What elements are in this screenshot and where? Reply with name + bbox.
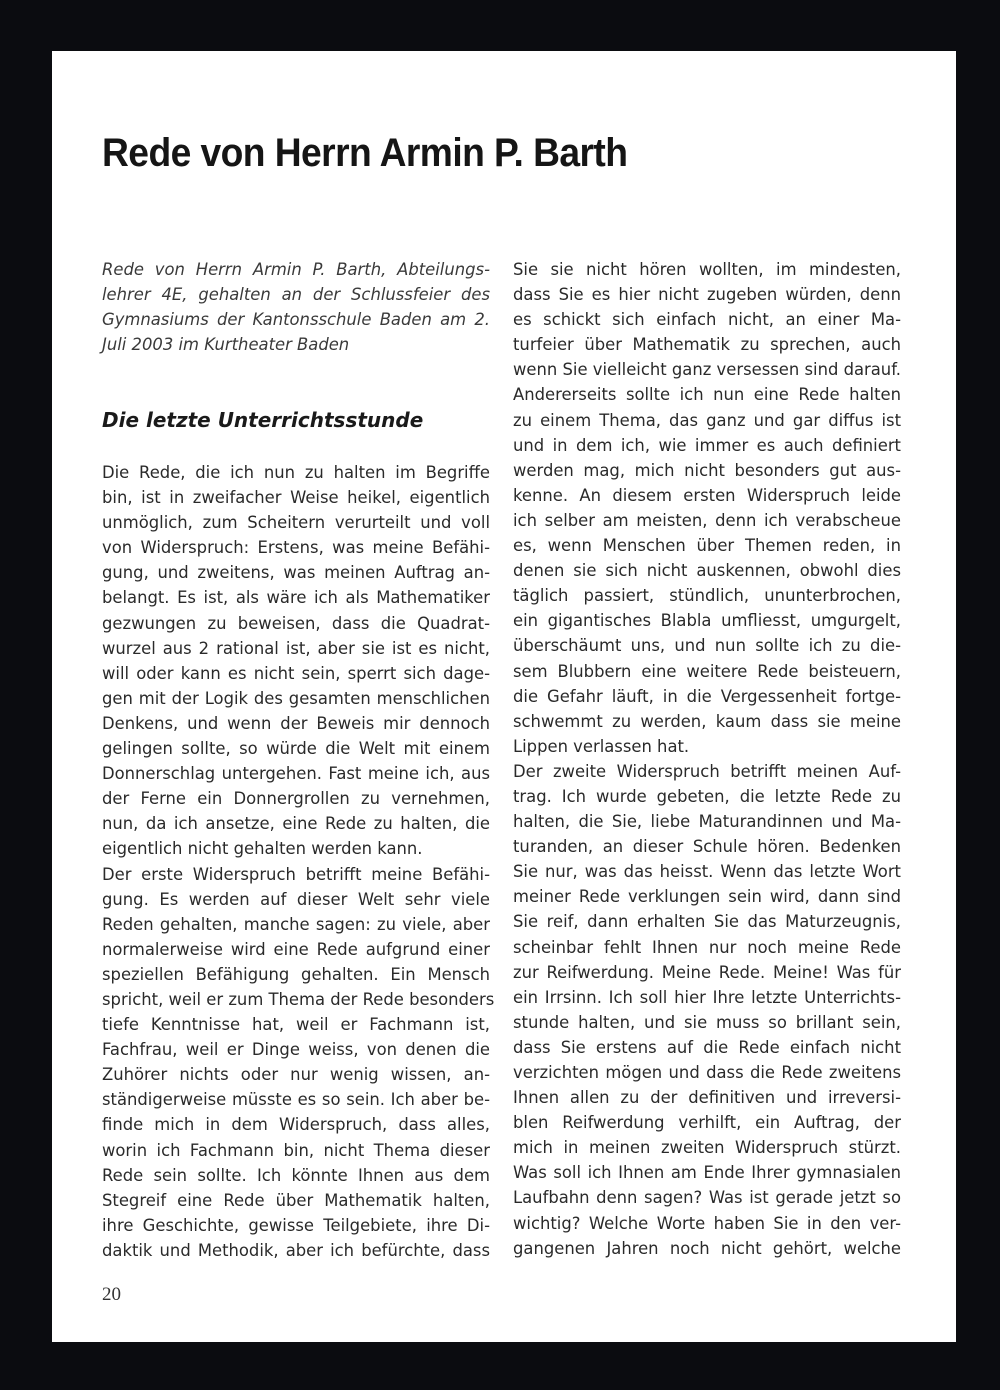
text-line: ein gigantisches Blabla umfliesst, umgurgelt,	[513, 611, 901, 631]
text-line: überschäumt uns, und nun sollte ich zu die-	[513, 636, 901, 656]
text-line: es, wenn Menschen über Themen reden, in	[513, 536, 901, 556]
page-number: 20	[102, 1284, 121, 1305]
text-line: Denkens, und wenn der Beweis mir dennoch	[102, 713, 490, 733]
text-line: ständigerweise müsste es so sein. Ich aber be-	[102, 1090, 490, 1110]
text-line: Lippen verlassen hat.	[513, 736, 690, 756]
text-line: Donnerschlag untergehen. Fast meine ich, aus	[102, 764, 490, 784]
text-line: worin ich Fachmann bin, nicht Thema dieser	[102, 1140, 490, 1160]
text-line: gung, und zweitens, was meinen Auftrag an-	[102, 563, 490, 583]
text-line: wichtig? Welche Worte haben Sie in den ver-	[513, 1213, 901, 1233]
text-line: kenne. An diesem ersten Widerspruch leide	[513, 485, 901, 505]
page-title: Rede von Herrn Armin P. Barth	[102, 131, 628, 175]
text-line: belangt. Es ist, als wäre ich als Mathematiker	[102, 588, 490, 608]
intro-line: Juli 2003 im Kurtheater Baden	[102, 335, 350, 355]
text-line: gangenen Jahren noch nicht gehört, welche	[513, 1238, 901, 1258]
text-line: turanden, an dieser Schule hören. Bedenken	[513, 837, 901, 857]
text-line: es schickt sich einfach nicht, an einer Ma-	[513, 310, 901, 330]
text-line: halten, die Sie, liebe Maturandinnen und Ma-	[513, 812, 901, 832]
text-line: turfeier über Mathematik zu sprechen, auch	[513, 335, 901, 355]
intro-line: lehrer 4E, gehalten an der Schlussfeier des	[102, 285, 490, 305]
text-line: spricht, weil er zum Thema der Rede besonders	[102, 989, 495, 1009]
text-line: gelingen sollte, so würde die Welt mit einem	[102, 739, 490, 759]
text-line: gung. Es werden auf dieser Welt sehr viele	[102, 889, 490, 909]
text-line: die Gefahr läuft, in die Vergessenheit fortge-	[513, 686, 901, 706]
text-line: unmöglich, zum Scheitern verurteilt und voll	[102, 513, 490, 533]
section-heading: Die letzte Unterrichtsstunde	[102, 408, 424, 432]
text-line: ein Irrsinn. Ich soll hier Ihre letzte Unterrichts-	[513, 987, 901, 1007]
text-line: Die Rede, die ich nun zu halten im Begriffe	[102, 463, 490, 482]
text-line: mich in meinen zweiten Widerspruch stürzt.	[513, 1138, 901, 1158]
text-line: der Ferne ein Donnergrollen zu vernehmen,	[102, 789, 490, 809]
text-line: Sie nur, was das heisst. Wenn das letzte Wort	[513, 862, 901, 882]
document-page	[52, 51, 956, 1342]
section-heading-wrap	[102, 408, 423, 432]
text-line: Sie reif, dann erhalten Sie das Maturzeugnis,	[513, 912, 901, 932]
text-line: Zuhörer nichts oder nur wenig wissen, an-	[102, 1065, 490, 1085]
text-line: finde mich in dem Widerspruch, dass alles,	[102, 1115, 490, 1135]
text-line: von Widerspruch: Erstens, was meine Befähi-	[102, 538, 490, 558]
text-line: Andererseits sollte ich nun eine Rede halten	[513, 385, 901, 405]
text-line: Laufbahn denn sagen? Was ist gerade jetzt so	[513, 1188, 901, 1208]
text-line: daktik und Methodik, aber ich befürchte, dass	[102, 1240, 490, 1260]
text-line: dass Sie es hier nicht zugeben würden, denn	[513, 285, 901, 305]
intro-line: Gymnasiums der Kantonsschule Baden am 2.	[102, 310, 490, 330]
text-line: trag. Ich wurde gebeten, die letzte Rede zu	[513, 786, 901, 806]
text-line: schwemmt zu werden, kaum dass sie meine	[513, 711, 901, 731]
text-line: sem Blubbern eine weitere Rede beisteuern,	[513, 661, 901, 681]
text-line: Der zweite Widerspruch betrifft meinen Auf-	[513, 761, 901, 781]
left-column-body	[102, 460, 495, 1263]
text-line: gen mit der Logik des gesamten menschlichen	[102, 688, 490, 708]
text-line: Reden gehalten, manche sagen: zu viele, aber	[102, 914, 490, 934]
text-line: zur Reifwerdung. Meine Rede. Meine! Was für	[513, 962, 901, 982]
text-line: Sie sie nicht hören wollten, im mindesten,	[513, 260, 901, 279]
text-line: tiefe Kenntnisse hat, weil er Fachmann ist,	[102, 1015, 490, 1035]
text-line: Fachfrau, weil er Dinge weiss, von denen die	[102, 1040, 490, 1060]
text-line: will oder kann es nicht sein, sperrt sich dage-	[102, 663, 490, 683]
intro-line: Rede von Herrn Armin P. Barth, Abteilungs-	[102, 260, 490, 279]
text-line: täglich passiert, stündlich, ununterbrochen,	[513, 586, 901, 606]
text-line: Was soll ich Ihnen am Ende Ihrer gymnasialen	[513, 1163, 901, 1183]
text-line: dass Sie erstens auf die Rede einfach nicht	[513, 1037, 901, 1057]
text-line: werden mag, mich nicht besonders gut aus-	[513, 460, 901, 480]
text-line: Ihnen allen zu der definitiven und irreversi-	[513, 1088, 901, 1108]
text-line: eigentlich nicht gehalten werden kann.	[102, 839, 423, 859]
text-line: gezwungen zu beweisen, dass die Quadrat-	[102, 613, 490, 633]
text-line: zu einem Thema, das ganz und gar diffus ist	[513, 410, 901, 430]
text-line: wenn Sie vielleicht ganz versessen sind darauf.	[513, 360, 901, 380]
text-line: blen Reifwerdung verhilft, ein Auftrag, der	[513, 1113, 901, 1133]
text-line: denen sie sich nicht auskennen, obwohl dies	[513, 561, 901, 581]
text-line: verzichten mögen und dass die Rede zweitens	[513, 1063, 901, 1082]
intro-paragraph	[102, 257, 490, 357]
text-line: stunde halten, und sie muss so brillant sein,	[513, 1012, 901, 1032]
text-line: speziellen Befähigung gehalten. Ein Mensch	[102, 964, 490, 984]
text-line: wurzel aus 2 rational ist, aber sie ist es nicht,	[102, 638, 490, 658]
text-line: ich selber am meisten, denn ich verabscheue	[513, 510, 901, 530]
text-line: nun, da ich ansetze, eine Rede zu halten, die	[102, 814, 490, 834]
text-line: normalerweise wird eine Rede aufgrund einer	[102, 939, 490, 959]
text-line: Rede sein sollte. Ich könnte Ihnen aus dem	[102, 1165, 490, 1185]
text-line: ihre Geschichte, gewisse Teilgebiete, ihre Di-	[102, 1215, 490, 1235]
text-line: Stegreif eine Rede über Mathematik halten,	[102, 1190, 490, 1210]
text-line: bin, ist in zweifacher Weise heikel, eigentlich	[102, 488, 490, 508]
text-line: scheinbar fehlt Ihnen nur noch meine Rede	[513, 937, 901, 957]
text-line: und in dem ich, wie immer es auch definiert	[513, 435, 901, 455]
text-line: Der erste Widerspruch betrifft meine Befähi-	[102, 864, 490, 884]
right-column-body	[513, 257, 901, 1261]
text-line: meiner Rede verklungen sein wird, dann sind	[513, 887, 901, 907]
